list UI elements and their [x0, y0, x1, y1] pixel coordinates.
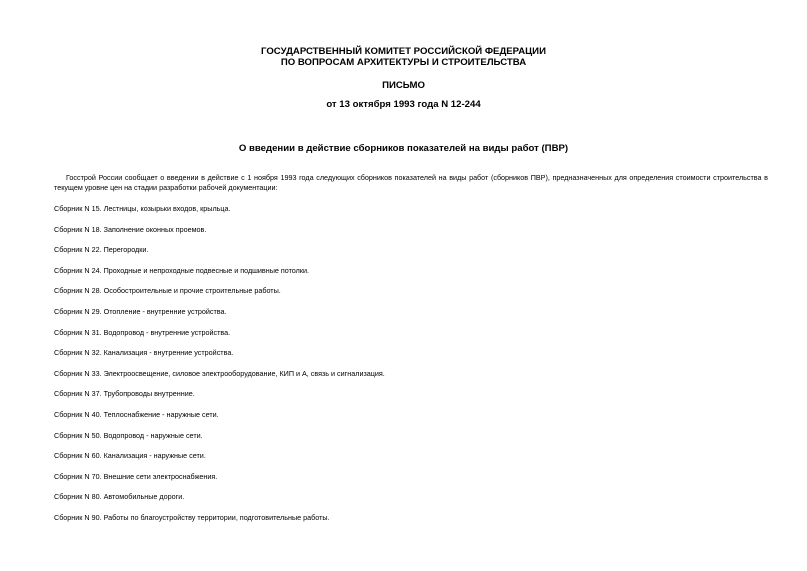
document-type: ПИСЬМО	[382, 80, 425, 91]
list-item: Сборник N 22. Перегородки.	[54, 245, 149, 255]
org-line-1: ГОСУДАРСТВЕННЫЙ КОМИТЕТ РОССИЙСКОЙ ФЕДЕРАЦИИ	[261, 46, 546, 57]
intro-paragraph: Госстрой России сообщает о введении в действие с 1 ноября 1993 года следующих сборников показателей на виды работ (сборников ПВР), предназначенных для определения стоимости строительства в текущем уровне цен на стадии разработки рабочей документации:	[54, 173, 768, 192]
list-item: Сборник N 60. Канализация - наружные сети.	[54, 451, 206, 461]
list-item: Сборник N 24. Проходные и непроходные подвесные и подшивные потолки.	[54, 265, 309, 275]
list-item: Сборник N 70. Внешние сети электроснабжения.	[54, 471, 218, 481]
collections-list	[54, 204, 768, 534]
list-item: Сборник N 28. Особостроительные и прочие строительные работы.	[54, 286, 281, 296]
list-item: Сборник N 31. Водопровод - внутренние устройства.	[54, 327, 231, 337]
document-date: от 13 октября 1993 года N 12-244	[326, 99, 481, 110]
issuing-organization	[0, 46, 807, 68]
list-item: Сборник N 90. Работы по благоустройству территории, подготовительные работы.	[54, 512, 330, 522]
list-item: Сборник N 50. Водопровод - наружные сети.	[54, 430, 203, 440]
list-item: Сборник N 80. Автомобильные дороги.	[54, 492, 185, 502]
list-item: Сборник N 15. Лестницы, козырьки входов, крыльца.	[54, 204, 231, 213]
org-line-2: ПО ВОПРОСАМ АРХИТЕКТУРЫ И СТРОИТЕЛЬСТВА	[280, 57, 527, 68]
list-item: Сборник N 37. Трубопроводы внутренние.	[54, 389, 195, 399]
list-item: Сборник N 32. Канализация - внутренние устройства.	[54, 348, 234, 358]
list-item: Сборник N 33. Электроосвещение, силовое электрооборудование, КИП и А, связь и сигнализация.	[54, 368, 385, 378]
list-item: Сборник N 18. Заполнение оконных проемов.	[54, 224, 207, 234]
list-item: Сборник N 40. Теплоснабжение - наружные сети.	[54, 409, 219, 419]
document-subject: О введении в действие сборников показателей на виды работ (ПВР)	[238, 143, 569, 154]
list-item: Сборник N 29. Отопление - внутренние устройства.	[54, 306, 227, 316]
